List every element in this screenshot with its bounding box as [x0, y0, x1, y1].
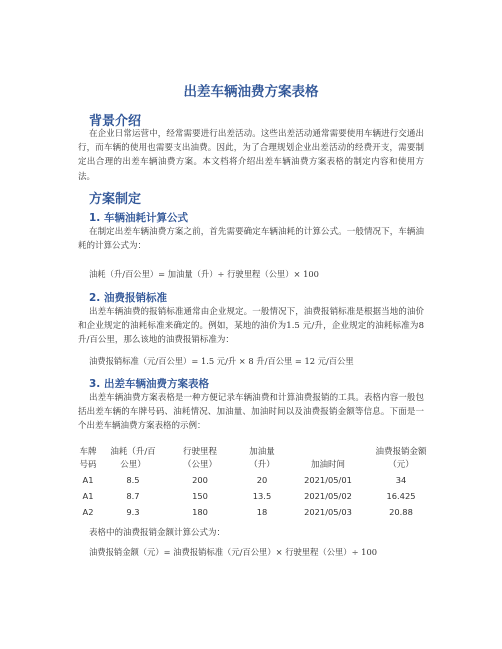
table-row: [73, 474, 433, 490]
section-heading-background: 背景介绍: [89, 114, 142, 129]
cell-consumption: 9.3: [126, 507, 140, 517]
cell-mileage: 200: [192, 475, 208, 485]
header-consumption: 油耗（升/百 公里）: [110, 447, 156, 470]
header-mileage: 行驶里程 （公里）: [182, 447, 217, 470]
document-title: 出差车辆油费方案表格: [183, 84, 319, 100]
subsection-heading-reimbursement: 2. 油费报销标准: [89, 292, 167, 304]
after-table-text: 表格中的油费报销金额计算公式为：: [89, 528, 226, 538]
cell-consumption: 8.7: [126, 491, 140, 501]
header-fuel-amount: 加油量 （升）: [249, 447, 275, 470]
cell-fuel-amount: 13.5: [252, 491, 272, 501]
cell-fuel-time: 2021/05/01: [304, 475, 352, 485]
header-plate: 车牌 号码: [79, 447, 97, 470]
cell-reimbursement: 20.88: [389, 507, 413, 517]
fuel-consumption-formula: 油耗（升/百公里）= 加油量（升）÷ 行驶里程（公里）× 100: [89, 269, 319, 279]
cell-plate: A2: [82, 507, 94, 517]
cell-fuel-time: 2021/05/02: [304, 491, 352, 501]
header-reimbursement-amount: 油费报销金额 （元）: [375, 447, 427, 470]
cell-fuel-amount: 18: [256, 507, 268, 517]
table-header: [73, 446, 433, 474]
cell-reimbursement: 16.425: [386, 491, 416, 501]
subsection-heading-table: 3. 出差车辆油费方案表格: [89, 378, 209, 390]
cell-consumption: 8.5: [126, 475, 140, 485]
table-row: [73, 506, 433, 522]
fuel-formula-paragraph: 在制定出差车辆油费方案之前，首先需要确定车辆油耗的计算公式。一般情况下，车辆油耗的计算公式为：: [78, 227, 424, 252]
cell-fuel-time: 2021/05/03: [304, 507, 352, 517]
cell-plate: A1: [82, 491, 94, 501]
cell-mileage: 150: [192, 491, 208, 501]
cell-fuel-amount: 20: [256, 475, 268, 485]
reimbursement-paragraph: 出差车辆油费的报销标准通常由企业规定。一般情况下，油费报销标准是根据当地的油价和企业规定的油耗标准来确定的。例如，某地的油价为1.5 元/升，企业规定的油耗标准为8 升/百公里，那么该地的油费报销标准为：: [78, 307, 424, 346]
section-heading-plan: 方案制定: [89, 192, 142, 207]
cell-plate: A1: [82, 475, 94, 485]
cell-mileage: 180: [192, 507, 208, 517]
table-intro-paragraph: 出差车辆油费方案表格是一种方便记录车辆油费和计算油费报销的工具。表格内容一般包括出差车辆的车牌号码、油耗情况、加油量、加油时间以及油费报销金额等信息。下面是一个出差车辆油费方案表格的示例：: [78, 393, 424, 432]
reimbursement-standard-formula: 油费报销标准（元/百公里）= 1.5 元/升 × 8 升/百公里 = 12 元/百公里: [89, 356, 354, 366]
fuel-expense-table: [73, 446, 433, 522]
header-fuel-time: 加油时间: [310, 460, 345, 470]
table-row: [73, 490, 433, 506]
cell-reimbursement: 34: [395, 475, 407, 485]
background-paragraph: 在企业日常运营中，经常需要进行出差活动。这些出差活动通常需要使用车辆进行交通出行，而车辆的使用也需要支出油费。因此，为了合理规划企业出差活动的经费开支，需要制定出合理的出差车辆油费方案。本文档将介绍出差车辆油费方案表格的制定内容和使用方法。: [78, 129, 424, 182]
reimbursement-amount-formula: 油费报销金额（元）= 油费报销标准（元/百公里）× 行驶里程（公里）÷ 100: [89, 547, 378, 557]
subsection-heading-fuel-formula: 1. 车辆油耗计算公式: [89, 212, 188, 224]
